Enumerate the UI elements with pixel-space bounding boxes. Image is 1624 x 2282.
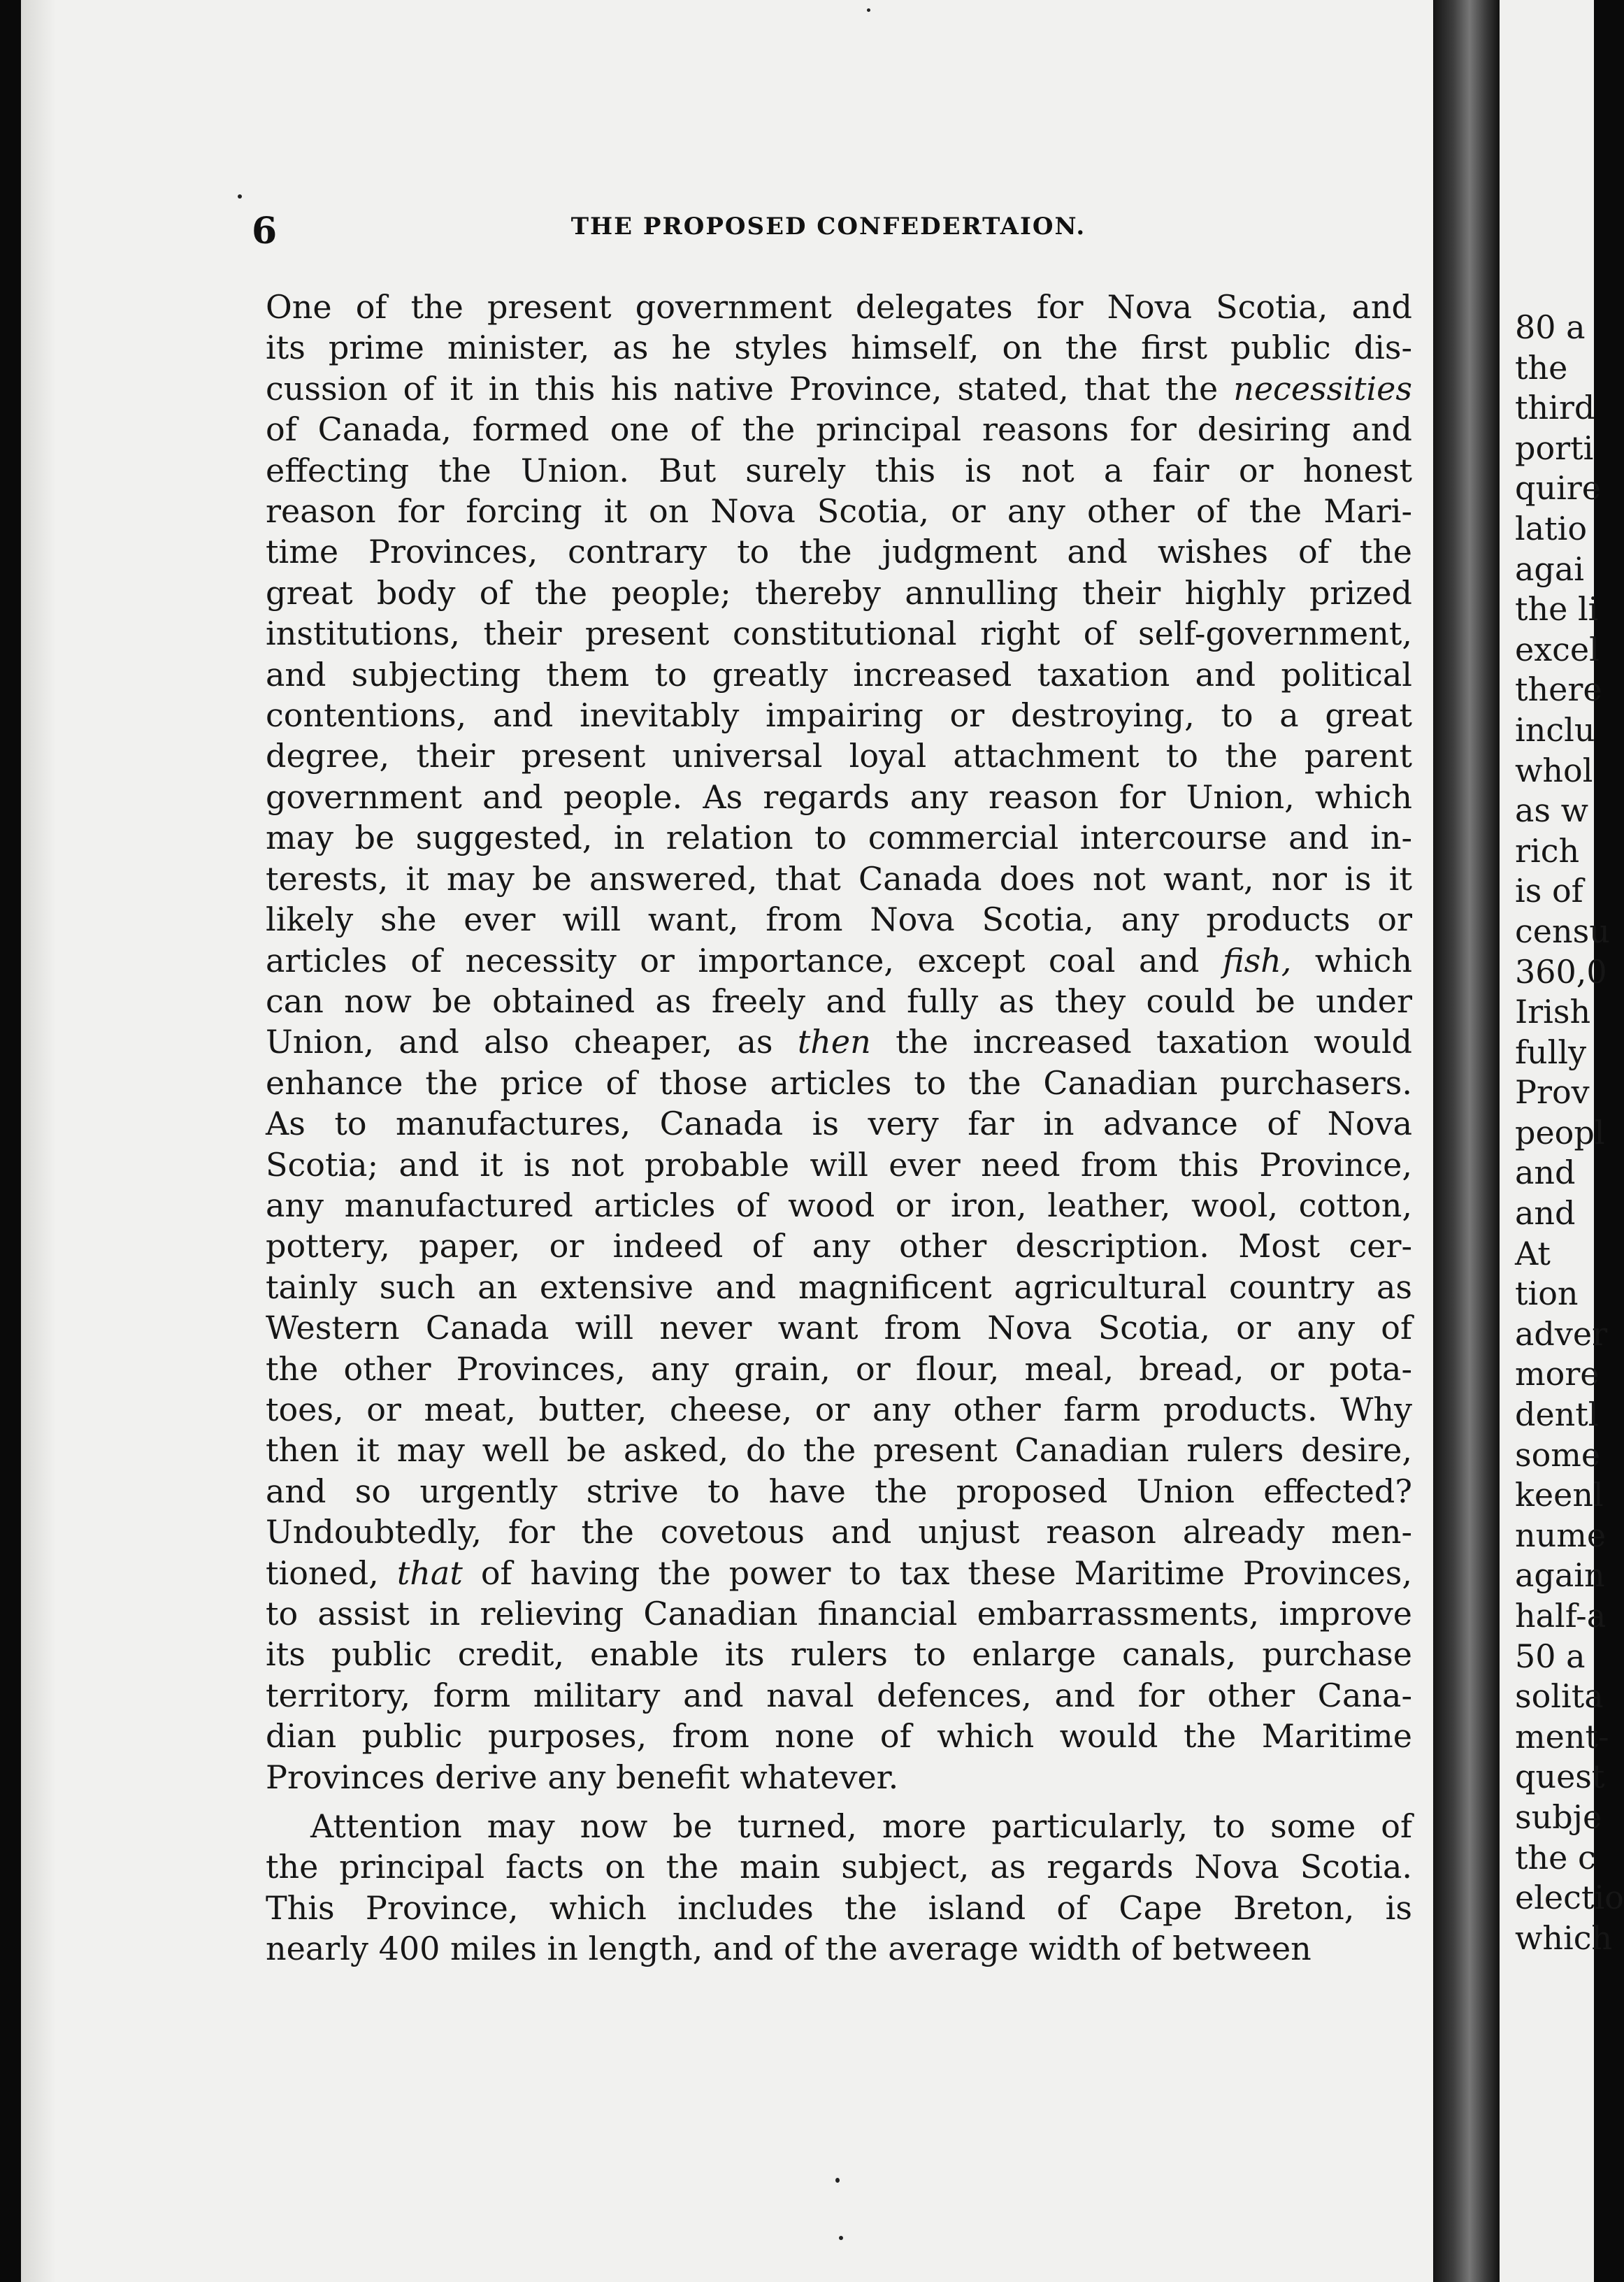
right-page-line: tion (1515, 1275, 1579, 1313)
right-page-line: censu (1515, 912, 1610, 950)
text-line: terests, it may be answered, that Canada does not want, nor is it (266, 859, 1412, 898)
print-speck (835, 2178, 840, 2183)
right-page-line: 80 a (1515, 308, 1586, 346)
right-page-line: quest (1515, 1758, 1605, 1796)
right-page-line: is of (1515, 872, 1583, 910)
book-gutter (1433, 0, 1500, 2282)
text-line: Undoubtedly, for the covetous and unjust reason already men- (266, 1513, 1412, 1551)
right-page-line: adver (1515, 1314, 1608, 1353)
text-line: effecting the Union. But surely this is not a fair or honest (266, 451, 1412, 489)
text-line: its prime minister, as he styles himself, on the first public dis- (266, 329, 1412, 367)
text-line: cussion of it in this his native Province, stated, that the necessities (266, 369, 1412, 408)
right-page-line: ment- (1515, 1717, 1609, 1756)
text-line: and subjecting them to greatly increased taxation and political (266, 655, 1412, 694)
italic-word: necessities (1233, 369, 1412, 408)
right-page-line: more (1515, 1355, 1600, 1393)
right-page-line: Irish (1515, 993, 1591, 1031)
text-line: Western Canada will never want from Nova Scotia, or any of (266, 1309, 1412, 1347)
right-page-line: there (1515, 670, 1602, 709)
right-page-line: whol (1515, 751, 1593, 789)
right-page-line: excel (1515, 630, 1600, 668)
right-page-line: nume (1515, 1516, 1607, 1554)
right-page-line: quire (1515, 469, 1601, 508)
right-page-line: Prov (1515, 1073, 1590, 1112)
print-speck (867, 8, 870, 12)
body-text (266, 287, 1412, 1969)
text-line: government and people. As regards any reason for Union, which (266, 777, 1412, 816)
text-line: may be suggested, in relation to commercial intercourse and in- (266, 819, 1412, 857)
text-line: degree, their present universal loyal attachment to the parent (266, 737, 1412, 775)
text-line: and so urgently strive to have the proposed Union effected? (266, 1472, 1412, 1510)
right-page-line: the c (1515, 1838, 1596, 1876)
paragraph-1 (266, 287, 1412, 1797)
italic-word: then (797, 1023, 871, 1061)
text-line: nearly 400 miles in length, and of the average width of between (266, 1930, 1312, 1968)
text-line: likely she ever will want, from Nova Scotia, any products or (266, 900, 1412, 939)
italic-word: fish, (1222, 941, 1292, 979)
text-line: institutions, their present constitutional right of self-government, (266, 615, 1412, 653)
paragraph-2 (266, 1806, 1412, 1969)
right-page-fragments (1515, 308, 1624, 1958)
right-page-line: half-a (1515, 1597, 1607, 1635)
text-line: This Province, which includes the island of Cape Breton, is (266, 1888, 1412, 1927)
right-page-line: some (1515, 1435, 1601, 1474)
left-page (21, 0, 1436, 2282)
text-line: One of the present government delegates for Nova Scotia, and (266, 288, 1412, 326)
right-page-line: electio (1515, 1879, 1624, 1917)
text-line: Scotia; and it is not probable will ever need from this Province, (266, 1145, 1412, 1184)
text-line: dian public purposes, from none of which would the Maritime (266, 1717, 1412, 1756)
right-page-line: keenl (1515, 1476, 1604, 1514)
right-page-line: peopl (1515, 1113, 1605, 1151)
right-page-line: fully (1515, 1033, 1587, 1071)
right-page-line: the li (1515, 590, 1599, 629)
print-speck (839, 2236, 843, 2240)
right-page-line: dentl (1515, 1395, 1599, 1434)
right-page-line: porti (1515, 429, 1594, 467)
text-line: territory, form military and naval defences, and for other Cana- (266, 1676, 1412, 1714)
text-line: enhance the price of those articles to the Canadian purchasers. (266, 1063, 1412, 1102)
text-line: time Provinces, contrary to the judgment and wishes of the (266, 533, 1412, 571)
page-number: 6 (252, 210, 278, 252)
text-line: its public credit, enable its rulers to enlarge canals, purchase (266, 1635, 1412, 1674)
right-page-line: 50 a (1515, 1637, 1586, 1675)
right-page-line: agai (1515, 550, 1585, 588)
text-line: contentions, and inevitably impairing or destroying, to a great (266, 696, 1412, 735)
right-page-line: subje (1515, 1797, 1602, 1836)
text-line: the other Provinces, any grain, or flour, meal, bread, or pota- (266, 1349, 1412, 1388)
running-head (252, 210, 1405, 252)
right-page-line: inclu (1515, 710, 1595, 749)
text-line: to assist in relieving Canadian financial embarrassments, improve (266, 1595, 1412, 1632)
right-page-line: the (1515, 348, 1568, 387)
right-page-line: and (1515, 1194, 1576, 1233)
right-page-line: rich (1515, 831, 1580, 870)
text-line: Attention may now be turned, more particularly, to some of (310, 1807, 1412, 1846)
text-line: tioned, that of having the power to tax these Maritime Provinces, (266, 1553, 1412, 1592)
right-page-line: which (1515, 1918, 1613, 1957)
running-title: THE PROPOSED CONFEDERTAION. (570, 213, 1086, 241)
text-line: Union, and also cheaper, as then the increased taxation would (266, 1023, 1412, 1061)
italic-word: that (396, 1553, 463, 1592)
print-speck (238, 194, 242, 199)
right-page-line: 360,0 (1515, 952, 1607, 991)
text-line: Provinces derive any benefit whatever. (266, 1758, 899, 1796)
text-line: any manufactured articles of wood or iron, leather, wool, cotton, (266, 1186, 1412, 1224)
text-line: pottery, paper, or indeed of any other description. Most cer- (266, 1227, 1412, 1265)
right-page-line: solita (1515, 1677, 1604, 1716)
text-line: articles of necessity or importance, except coal and fish, which (266, 941, 1412, 979)
right-page-line: latio (1515, 509, 1588, 547)
text-line: toes, or meat, butter, cheese, or any other farm products. Why (266, 1390, 1412, 1428)
right-page (1500, 0, 1624, 2282)
text-line: tainly such an extensive and magnificent agricultural country as (266, 1268, 1412, 1306)
text-line: great body of the people; thereby annulling their highly prized (266, 573, 1412, 612)
text-line: of Canada, formed one of the principal reasons for desiring and (266, 410, 1412, 449)
text-line: then it may well be asked, do the present Canadian rulers desire, (266, 1431, 1412, 1470)
right-page-line: At (1515, 1234, 1551, 1272)
text-line: reason for forcing it on Nova Scotia, or any other of the Mari- (266, 492, 1412, 531)
text-line: can now be obtained as freely and fully as they could be under (266, 982, 1412, 1020)
text-line: As to manufactures, Canada is very far in advance of Nova (266, 1105, 1412, 1143)
right-page-line: again (1515, 1556, 1605, 1595)
right-page-line: and (1515, 1154, 1576, 1192)
right-page-line: third (1515, 389, 1595, 427)
right-page-line: as w (1515, 791, 1589, 830)
text-line: the principal facts on the main subject, as regards Nova Scotia. (266, 1848, 1412, 1886)
page-edge-shadow (21, 0, 56, 2282)
